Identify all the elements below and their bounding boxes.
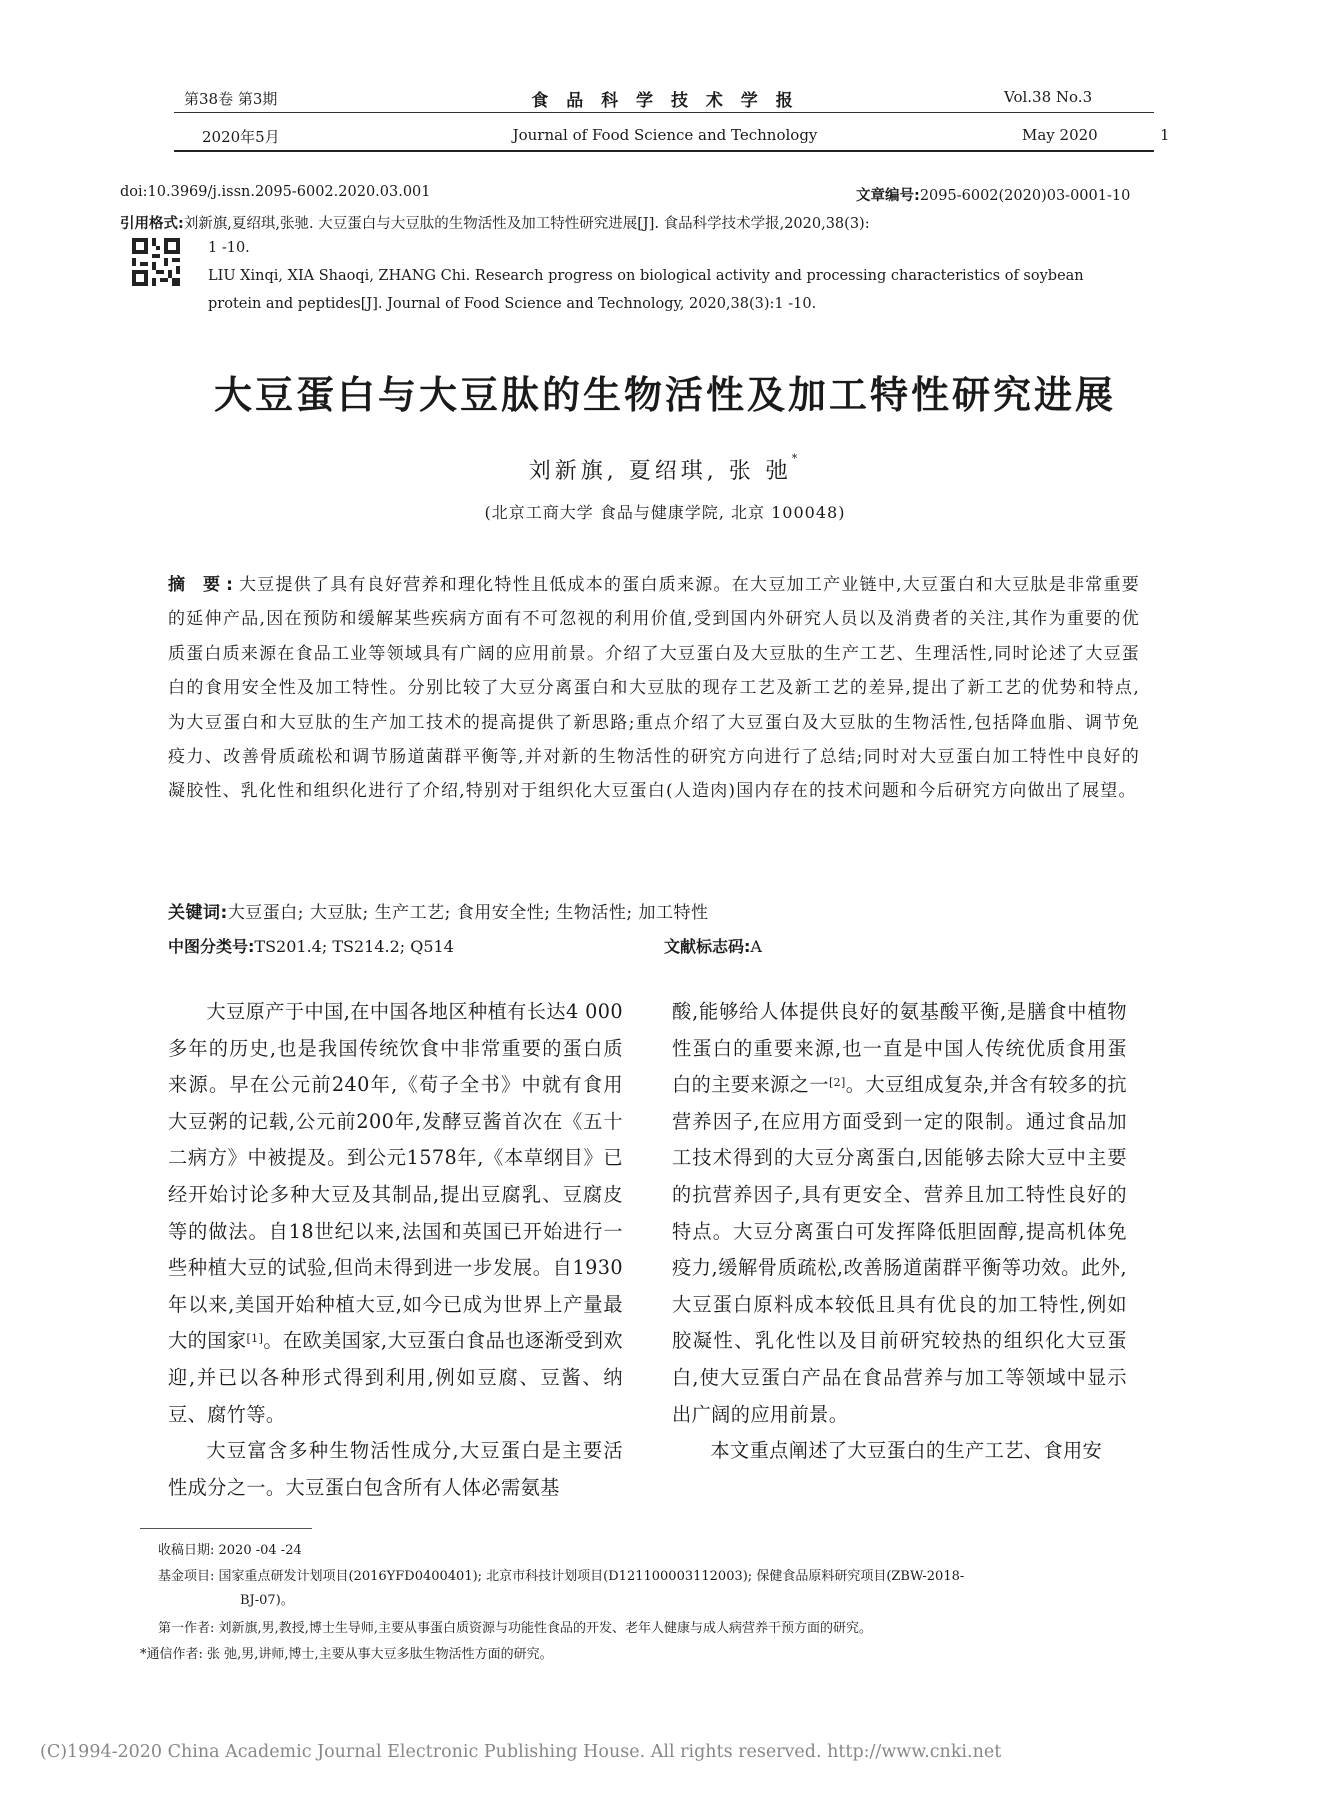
document-code bbox=[664, 934, 762, 957]
keywords-label: 关键词: bbox=[168, 903, 228, 923]
date-cn: 2020年5月 bbox=[202, 128, 280, 146]
keywords-text: 大豆蛋白; 大豆肽; 生产工艺; 食用安全性; 生物活性; 加工特性 bbox=[227, 903, 709, 923]
body-right-column bbox=[672, 994, 1127, 1470]
citation-en-line1: LIU Xinqi, XIA Shaoqi, ZHANG Chi. Research progress on biological activity and processing characteristics of soybean bbox=[208, 268, 1084, 284]
footnote-fund-line2: BJ-07)。 bbox=[240, 1593, 294, 1608]
abstract bbox=[168, 568, 1140, 809]
corresponding-mark: * bbox=[791, 452, 802, 465]
footnote-received: 收稿日期: 2020 -04 -24 bbox=[158, 1543, 302, 1558]
footnote-rule bbox=[140, 1528, 312, 1529]
author-names: 刘新旗, 夏绍琪, 张 弛 bbox=[528, 459, 792, 484]
date-en: May 2020 bbox=[1022, 126, 1098, 144]
body-paragraph bbox=[672, 994, 1127, 1433]
journal-name-en: Journal of Food Science and Technology bbox=[512, 126, 818, 144]
volume-issue-cn: 第38卷 第3期 bbox=[184, 90, 278, 108]
doi: doi:10.3969/j.issn.2095-6002.2020.03.001 bbox=[120, 184, 431, 200]
document-code-label: 文献标志码: bbox=[664, 937, 751, 956]
body-left-column bbox=[168, 994, 623, 1506]
article-number-value: 2095-6002(2020)03-0001-10 bbox=[919, 188, 1131, 204]
reference-link[interactable]: [1] bbox=[246, 1332, 264, 1346]
footnote-fund-line1: 基金项目: 国家重点研发计划项目(2016YFD0400401); 北京市科技计划项目(D121100003112003); 保健食品原料研究项目(ZBW-2018- bbox=[158, 1569, 965, 1584]
paper-title: 大豆蛋白与大豆肽的生物活性及加工特性研究进展 bbox=[213, 373, 1116, 417]
copyright-footer: (C)1994-2020 China Academic Journal Electronic Publishing House. All rights reserved. http://www.cnki.net bbox=[40, 1742, 1002, 1762]
classification bbox=[168, 934, 454, 957]
citation-cn-line2: 1 -10. bbox=[208, 240, 250, 256]
body-text: 。大豆组成复杂,并含有较多的抗营养因子,在应用方面受到一定的限制。通过食品加工技术得到的大豆分离蛋白,因能够去除大豆中主要的抗营养因子,具有更安全、营养且加工特性良好的特点。大豆分离蛋白可发挥降低胆固醇,提高机体免疫力,缓解骨质疏松,改善肠道菌群平衡等功效。此外,大豆蛋白原料成本较低且具有优良的加工特性,例如胶凝性、乳化性以及目前研究较热的组织化大豆蛋白,使大豆蛋白产品在食品营养与加工等领域中显示出广阔的应用前景。 bbox=[672, 1073, 1127, 1426]
abstract-label: 摘 要: bbox=[168, 575, 239, 595]
author-list bbox=[0, 454, 1330, 485]
document-code-value: A bbox=[750, 937, 762, 956]
citation-label: 引用格式: bbox=[120, 216, 184, 232]
article-number bbox=[856, 184, 1130, 205]
header-rule-top bbox=[174, 112, 1154, 113]
footnote-corresponding: *通信作者: 张 弛,男,讲师,博士,主要从事大豆多肽生物活性方面的研究。 bbox=[140, 1647, 553, 1662]
body-paragraph: 本文重点阐述了大豆蛋白的生产工艺、食用安 bbox=[710, 1439, 1103, 1463]
abstract-text: 大豆提供了具有良好营养和理化特性且低成本的蛋白质来源。在大豆加工产业链中,大豆蛋白和大豆肽是非常重要的延伸产品,因在预防和缓解某些疾病方面有不可忽视的利用价值,受到国内外研究人员以及消费者的关注,其作为重要的优质蛋白质来源在食品工业等领域具有广阔的应用前景。介绍了大豆蛋白及大豆肽的生产工艺、生理活性,同时论述了大豆蛋白的食用安全性及加工特性。分别比较了大豆分离蛋白和大豆肽的现存工艺及新工艺的差异,提出了新工艺的优势和特点,为大豆蛋白和大豆肽的生产加工技术的提高提供了新思路;重点介绍了大豆蛋白及大豆肽的生物活性,包括降血脂、调节免疫力、改善骨质疏松和调节肠道菌群平衡等,并对新的生物活性的研究方向进行了总结;同时对大豆蛋白加工特性中良好的凝胶性、乳化性和组织化进行了介绍,特别对于组织化大豆蛋白(人造肉)国内存在的技术问题和今后研究方向做出了展望。 bbox=[168, 575, 1141, 802]
body-text: 酸,能够给人体提供良好的氨基酸平衡,是膳食中植物性蛋白的重要来源,也一直是中国人传统优质食用蛋白的主要来源之一 bbox=[672, 1000, 1127, 1097]
body-paragraph: 大豆富含多种生物活性成分,大豆蛋白是主要活性成分之一。大豆蛋白包含所有人体必需氨基 bbox=[168, 1439, 623, 1499]
article-number-label: 文章编号: bbox=[856, 188, 920, 204]
citation-cn bbox=[120, 212, 870, 233]
citation-cn-line1: 刘新旗,夏绍琪,张驰. 大豆蛋白与大豆肽的生物活性及加工特性研究进展[J]. 食品科学技术学报,2020,38(3): bbox=[183, 216, 870, 232]
classification-value: TS201.4; TS214.2; Q514 bbox=[254, 937, 454, 956]
header-rule-bottom bbox=[174, 150, 1154, 152]
body-paragraph bbox=[168, 994, 623, 1433]
journal-name-cn: 食 品 科 学 技 术 学 报 bbox=[531, 91, 799, 111]
body-text: 大豆原产于中国,在中国各地区种植有长达4 000 多年的历史,也是我国传统饮食中非常重要的蛋白质来源。早在公元前240年,《荀子全书》中就有食用大豆粥的记载,公元前200年,发酵豆酱首次在《五十二病方》中被提及。到公元1578年,《本草纲目》已经开始讨论多种大豆及其制品,提出豆腐乳、豆腐皮等的做法。自18世纪以来,法国和英国已开始进行一些种植大豆的试验,但尚未得到进一步发展。自1930年以来,美国开始种植大豆,如今已成为世界上产量最大的国家 bbox=[168, 1000, 623, 1353]
citation-en-line2: protein and peptides[J]. Journal of Food Science and Technology, 2020,38(3):1 -10. bbox=[208, 296, 817, 312]
body-text: 。在欧美国家,大豆蛋白食品也逐渐受到欢迎,并已以各种形式得到利用,例如豆腐、豆酱、纳豆、腐竹等。 bbox=[168, 1329, 623, 1426]
affiliation: (北京工商大学 食品与健康学院, 北京 100048) bbox=[484, 503, 846, 522]
qr-code-icon[interactable] bbox=[132, 238, 180, 286]
volume-issue-en: Vol.38 No.3 bbox=[1004, 88, 1093, 106]
reference-link[interactable]: [2] bbox=[828, 1076, 846, 1090]
page-number: 1 bbox=[1160, 126, 1170, 144]
keywords bbox=[168, 898, 708, 923]
footnote-first-author: 第一作者: 刘新旗,男,教授,博士生导师,主要从事蛋白质资源与功能性食品的开发、老年人健康与成人病营养干预方面的研究。 bbox=[158, 1621, 873, 1636]
classification-label: 中图分类号: bbox=[168, 937, 255, 956]
